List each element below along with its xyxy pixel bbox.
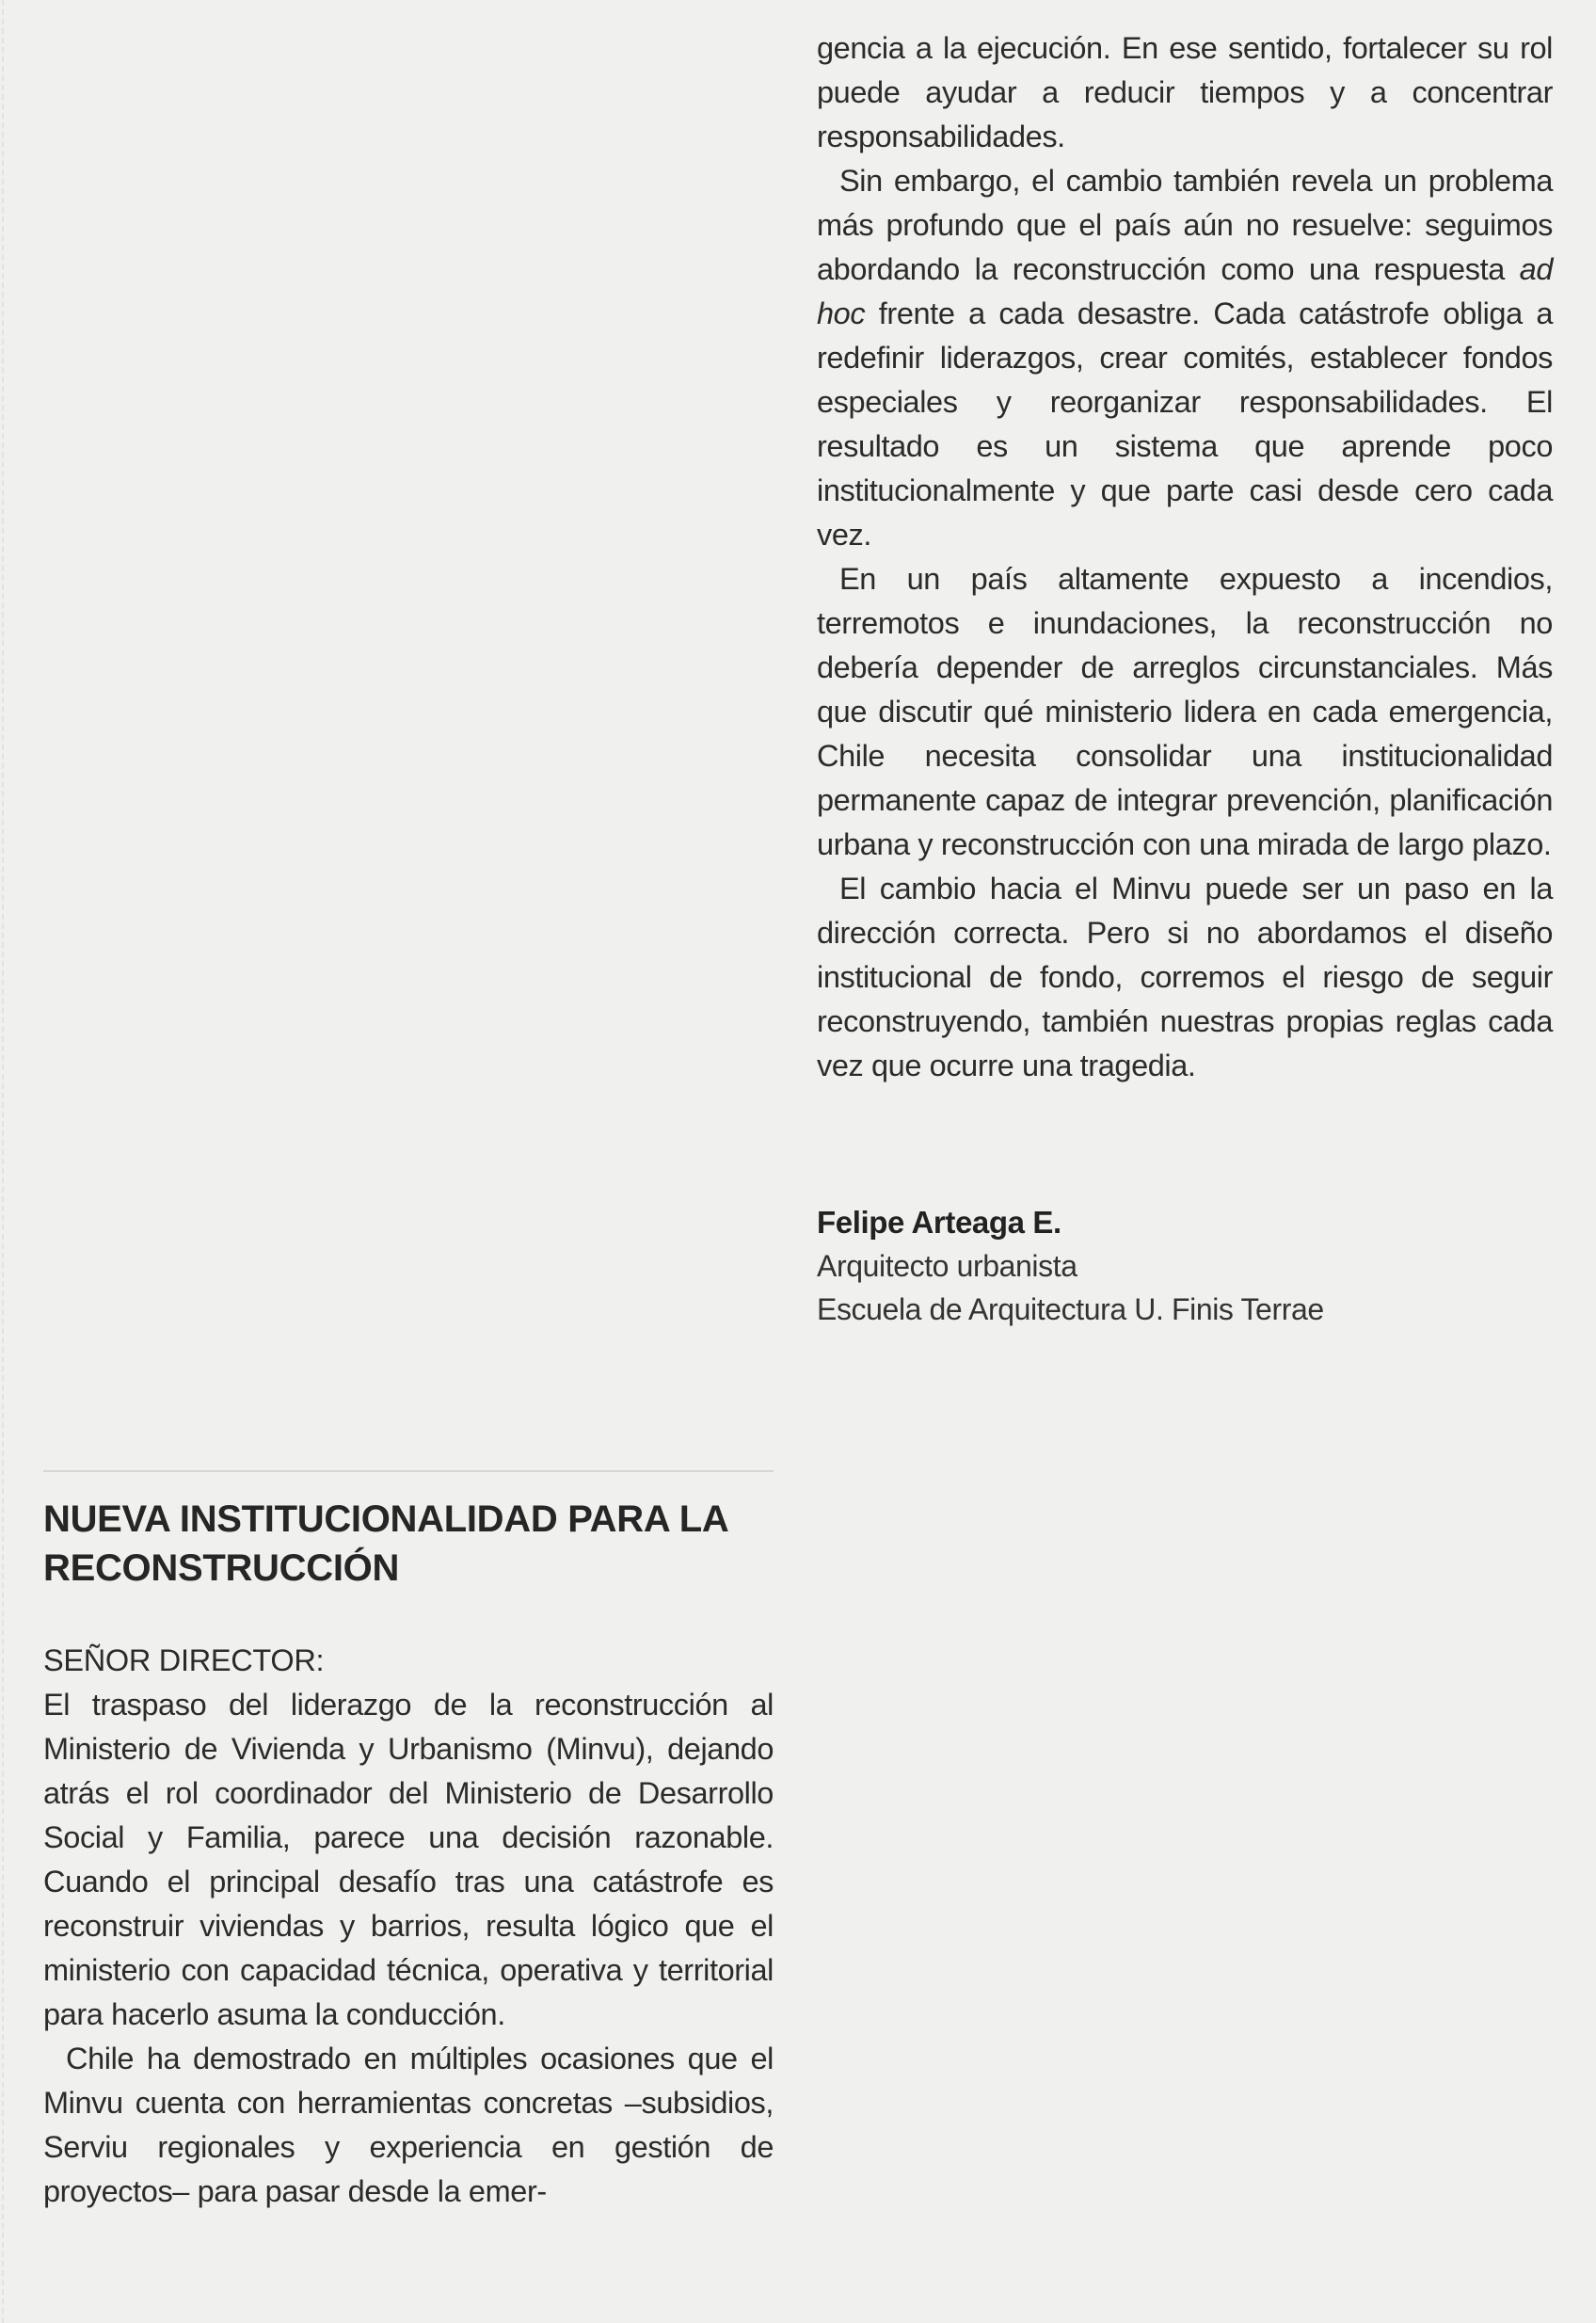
letter-paragraph: El cambio hacia el Minvu puede ser un paso en la dirección correcta. Pero si no abordamos el diseño institucional de fondo, corremos el riesgo de seguir reconstruyendo, también nuestras propias reglas cada vez que ocurre una tragedia. <box>817 872 1553 1082</box>
section-divider <box>43 1470 774 1472</box>
letter-paragraph: Chile ha demostrado en múltiples ocasiones que el Minvu cuenta con herramientas concretas –subsidios, Serviu regionales y experiencia en gestión de proyectos– para pasar desde la emer- <box>43 2042 774 2208</box>
letter-paragraph: gencia a la ejecución. En ese sentido, fortalecer su rol puede ayudar a reducir tiempos y a concentrar responsabilidades. <box>817 31 1553 153</box>
letter-paragraph <box>817 159 1553 557</box>
author-name: Felipe Arteaga E. <box>817 1205 1061 1240</box>
letter-paragraph: El traspaso del liderazgo de la reconstrucción al Ministerio de Vivienda y Urbanismo (Minvu), dejando atrás el rol coordinador del Ministerio de Desarrollo Social y Familia, parece una decisión razonable. Cuando el principal desafío tras una catástrofe es reconstruir viviendas y barrios, resulta lógico que el ministerio con capacidad técnica, operativa y territorial para hacerlo asuma la conducción. <box>43 1688 774 2031</box>
letter-body <box>43 1638 774 2214</box>
letter-paragraph: En un país altamente expuesto a incendios, terremotos e inundaciones, la reconstrucción no debería depender de arreglos circunstanciales. Más que discutir qué ministerio lidera en cada emergencia, Chile necesita consolidar una institucionalidad permanente capaz de integrar prevención, planificación urbana y reconstrucción con una mirada de largo plazo. <box>817 562 1553 861</box>
scan-edge <box>2 0 4 2323</box>
letter-signature <box>817 1201 1553 1331</box>
previous-letter-continuation <box>817 26 1553 1088</box>
letter-title: NUEVA INSTITUCIONALIDAD PARA LA RECONSTRUCCIÓN <box>43 1498 727 1589</box>
paragraph-text: frente a cada desastre. Cada catástrofe obliga a redefinir liderazgos, crear comités, establecer fondos especiales y reorganizar responsabilidades. El resultado es un sistema que aprende poco institucionalmente y que parte casi desde cero cada vez. <box>817 296 1553 552</box>
author-role: Arquitecto urbanista <box>817 1249 1077 1283</box>
author-affiliation: Escuela de Arquitectura U. Finis Terrae <box>817 1292 1324 1326</box>
italic-phrase: ad hoc <box>817 252 1553 330</box>
salutation: SEÑOR DIRECTOR: <box>43 1643 325 1677</box>
paragraph-text: Sin embargo, el cambio también revela un problema más profundo que el país aún no resuelve: seguimos abordando la reconstrucción como una respuesta <box>817 164 1553 286</box>
